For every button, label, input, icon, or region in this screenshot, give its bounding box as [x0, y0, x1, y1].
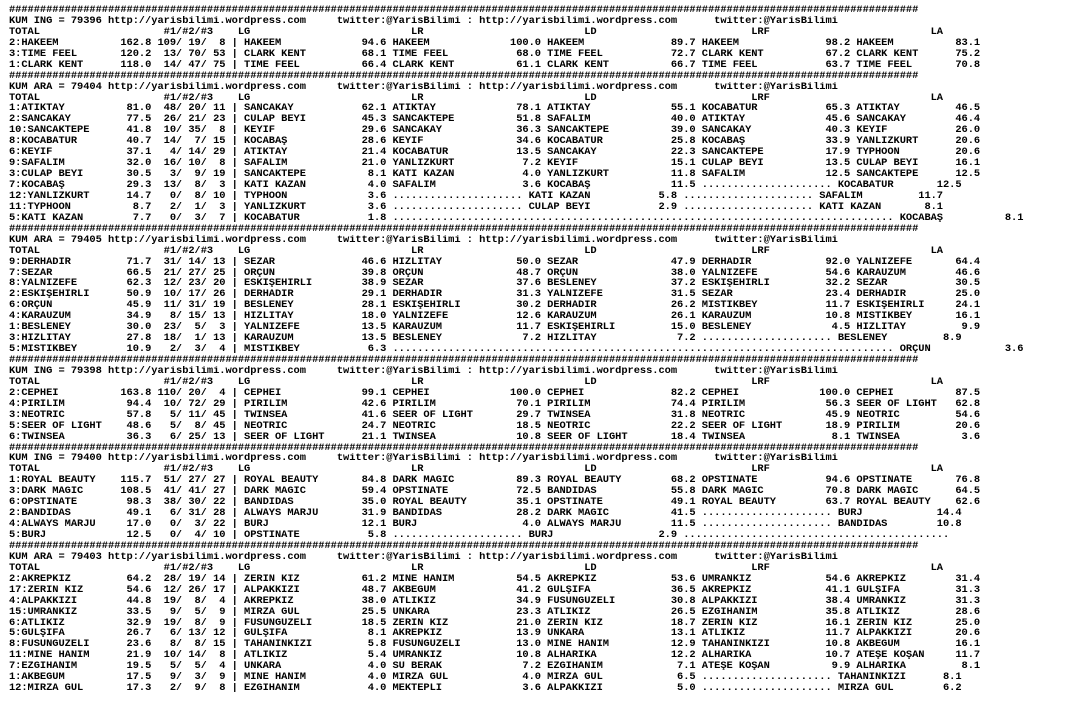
- text-line: ###################################################################################################################################################: [9, 540, 919, 552]
- text-line: 1:ROYAL BEAUTY 115.7 51/ 27/ 27 | ROYAL BEAUTY 84.8 DARK MAGIC 89.3 ROYAL BEAUTY 68.2 OPSTINATE 94.6 OPSTINATE 76.8: [9, 475, 981, 487]
- text-line: ###################################################################################################################################################: [9, 223, 919, 235]
- text-line: 1:AKBEGÜM 17.5 9/ 3/ 9 | MİNE HANIM 4.0 MİRZA GÜL 4.0 MİRZA GÜL 6.5 ..................... TAHANİNKIZI 8.1: [9, 672, 962, 684]
- text-line: ###################################################################################################################################################: [9, 355, 919, 366]
- text-line: 3:NEOTRIC 57.8 5/ 11/ 45 | TWINSEA 41.6 SEER OF LIGHT 29.7 TWINSEA 31.8 NEOTRIC 45.9 NEOTRIC 54.6: [9, 409, 981, 421]
- text-line: KUM ARA = 79404 http://yarisbilimi.wordpress.com twitter:@YarisBilimi : http://yarisbilimi.wordpress.com twitter:@YarisBilimi: [9, 81, 838, 93]
- text-line: ###################################################################################################################################################: [9, 70, 919, 82]
- text-line: 5:SEER OF LIGHT 48.6 5/ 8/ 45 | NEOTRIC 24.7 NEOTRIC 18.5 NEOTRIC 22.2 SEER OF LIGHT 18.9 PIRILIM 20.6: [9, 420, 981, 432]
- text-line: 7:EZGİHANIM 19.5 5/ 5/ 4 | ÜNKARA 4.0 SU BERAK 7.2 EZGİHANIM 7.1 ATEŞE KOŞAN 9.9 ALHARİKA 8.1: [9, 661, 981, 673]
- text-line: TOTAL #1/#2/#3 LG LR LD LRF LA: [9, 464, 943, 476]
- text-line: 12:MİRZA GÜL 17.3 2/ 9/ 8 | EZGİHANIM 4.0 MEKTEPLİ 3.6 ALPAKKIZI 5.0 ..................... MİRZA GÜL 6.2: [9, 683, 962, 695]
- text-line: 2:SANCAKAY 77.5 26/ 21/ 23 | CULAP BEYİ 45.3 SANCAKTEPE 51.8 SAFALIM 40.0 ATIKTAY 45.6 SANCAKAY 46.4: [9, 114, 981, 126]
- text-line: 5:MISTIKBEY 10.9 2/ 3/ 4 | MISTIKBEY 6.3 ................................................................................. ORÇUN 3.6: [9, 344, 1024, 355]
- text-line: 2:BANDIDAS 49.1 6/ 31/ 28 | ALWAYS MARJU 31.9 BANDIDAS 28.2 DARK MAGIC 41.5 ..................... BURJ 14.4: [9, 508, 962, 520]
- text-line: 3:DARK MAGIC 108.5 41/ 41/ 27 | DARK MAGIC 59.4 OPSTINATE 72.5 BANDIDAS 55.8 DARK MAGIC 70.8 DARK MAGIC 64.5: [9, 486, 981, 498]
- text-line: ###################################################################################################################################################: [9, 5, 919, 16]
- text-line: 6:ORÇUN 45.9 11/ 31/ 19 | BESLENEY 28.1 ESKİŞEHİRLİ 30.2 DERHADIR 26.2 MISTIKBEY 11.7 ESKİŞEHİRLİ 24.1: [9, 300, 981, 312]
- text-line: 1:BESLENEY 30.0 23/ 5/ 3 | YALNIZEFE 13.5 KARAÜZÜM 11.7 ESKİŞEHİRLİ 15.0 BESLENEY 4.5 HIZLITAY 9.9: [9, 322, 981, 334]
- text-line: 6:KEYİF 37.1 4/ 14/ 29 | ATIKTAY 21.4 KOCABATUR 13.5 SANCAKAY 22.3 SANCAKTEPE 17.9 TYPHOON 20.6: [9, 147, 981, 159]
- text-line: 17:ZERİN KIZ 54.6 12/ 26/ 17 | ALPAKKIZI 48.7 AKBEGÜM 41.2 GÜLŞİFA 36.5 AKREPKIZ 41.1 GÜLŞİFA 31.3: [9, 584, 981, 596]
- text-line: TOTAL #1/#2/#3 LG LR LD LRF LA: [9, 245, 943, 257]
- text-line: 4:KARAÜZÜM 34.9 8/ 15/ 13 | HIZLITAY 18.0 YALNIZEFE 12.6 KARAÜZÜM 26.1 KARAÜZÜM 10.8 MISTIKBEY 16.1: [9, 311, 981, 323]
- text-line: 1:ATIKTAY 81.0 48/ 20/ 11 | SANCAKAY 62.1 ATIKTAY 78.1 ATIKTAY 55.1 KOCABATUR 65.3 ATIKTAY 46.5: [9, 103, 981, 115]
- text-line: 8:FÜSUNGÜZELİ 23.6 8/ 8/ 15 | TAHANİNKIZI 5.8 FÜSUNGÜZELİ 13.0 MİNE HANIM 12.9 TAHANİNKIZI 10.8 AKBEGÜM 16.1: [9, 639, 981, 651]
- text-line: 7:SEZAR 66.5 21/ 27/ 25 | ORÇUN 39.8 ORÇUN 48.7 ORÇUN 38.0 YALNIZEFE 54.6 KARAÜZÜM 46.6: [9, 267, 981, 279]
- text-line: TOTAL #1/#2/#3 LG LR LD LRF LA: [9, 562, 943, 574]
- text-line: 4:ALWAYS MARJU 17.0 0/ 3/ 22 | BURJ 12.1 BURJ 4.0 ALWAYS MARJU 11.5 ..................... BANDIDAS 10.8: [9, 519, 962, 530]
- text-line: KUM ARA = 79405 http://yarisbilimi.wordpress.com twitter:@YarisBilimi : http://yarisbilimi.wordpress.com twitter:@YarisBilimi: [9, 234, 838, 246]
- text-line: 12:YANLIZKURT 14.7 0/ 8/ 10 | TYPHOON 3.6 ..................... KATI KAZAN 5.8 ..................... SAFALIM 11.7: [9, 190, 943, 202]
- text-line: 15:ÜMRANKIZ 33.5 9/ 5/ 9 | MİRZA GÜL 25.5 ÜNKARA 23.3 ATLIKIZ 26.5 EZGİHANIM 35.8 ATLIKIZ 28.6: [9, 606, 981, 618]
- text-line: 4:PIRILIM 94.4 10/ 72/ 29 | PIRILIM 42.6 PIRILIM 70.1 PIRILIM 74.4 PIRILIM 56.3 SEER OF LIGHT 62.8: [9, 398, 981, 410]
- text-line: 5:KATI KAZAN 7.7 0/ 3/ 7 | KOCABATUR 1.8 ................................................................................. KOCABAŞ 8.1: [9, 212, 1024, 224]
- text-line: 8:YALNIZEFE 62.3 12/ 23/ 20 | ESKİŞEHİRLİ 38.9 SEZAR 37.6 BESLENEY 37.2 ESKİŞEHİRLİ 32.2 SEZAR 30.5: [9, 278, 981, 290]
- text-line: TOTAL #1/#2/#3 LG LR LD LRF LA: [9, 376, 943, 388]
- text-line: 6:OPSTINATE 98.3 38/ 30/ 22 | BANDIDAS 35.0 ROYAL BEAUTY 35.1 OPSTINATE 49.1 ROYAL BEAUTY 63.7 ROYAL BEAUTY 62.6: [9, 497, 981, 509]
- text-line: ###################################################################################################################################################: [9, 442, 919, 454]
- text-line: 2:CEPHEI 163.8 110/ 20/ 4 | CEPHEI 99.1 CEPHEI 100.0 CEPHEI 82.2 CEPHEI 100.0 CEPHEI 87.5: [9, 387, 981, 399]
- text-line: 9:DERHADIR 71.7 31/ 14/ 13 | SEZAR 46.6 HIZLITAY 50.0 SEZAR 47.9 DERHADIR 92.0 YALNIZEFE 64.4: [9, 256, 981, 268]
- text-line: 3:CULAP BEYİ 30.5 3/ 9/ 19 | SANCAKTEPE 8.1 KATI KAZAN 4.0 YANLIZKURT 11.8 SAFALIM 12.5 SANCAKTEPE 12.5: [9, 169, 981, 180]
- text-line: 3:TIME FEEL 120.2 13/ 70/ 53 | CLARK KENT 68.1 TIME FEEL 68.0 TIME FEEL 72.7 CLARK KENT 67.2 CLARK KENT 75.2: [9, 48, 981, 60]
- text-line: 4:ALPAKKIZI 44.8 19/ 8/ 4 | AKREPKIZ 38.0 ATLIKIZ 34.9 FÜSUNGÜZELİ 30.8 ALPAKKIZI 38.4 ÜMRANKIZ 31.3: [9, 595, 981, 607]
- text-line: 6:ATLIKIZ 32.9 19/ 8/ 9 | FÜSUNGÜZELİ 18.5 ZERİN KIZ 21.0 ZERİN KIZ 18.7 ZERİN KIZ 16.1 ZERİN KIZ 25.0: [9, 617, 981, 629]
- race-stats-document: [9, 5, 1075, 694]
- text-line: KUM ING = 79400 http://yarisbilimi.wordpress.com twitter:@YarisBilimi : http://yarisbilimi.wordpress.com twitter:@YarisBilimi: [9, 453, 838, 465]
- text-line: 2:HAKEEM 162.8 109/ 19/ 8 | HAKEEM 94.6 HAKEEM 100.0 HAKEEM 89.7 HAKEEM 98.2 HAKEEM 83.1: [9, 37, 981, 49]
- text-line: KUM ING = 79398 http://yarisbilimi.wordpress.com twitter:@YarisBilimi : http://yarisbilimi.wordpress.com twitter:@YarisBilimi: [9, 365, 838, 377]
- text-line: 9:SAFALIM 32.0 16/ 10/ 8 | SAFALIM 21.0 YANLIZKURT 7.2 KEYİF 15.1 CULAP BEYİ 13.5 CULAP BEYİ 16.1: [9, 158, 981, 170]
- text-line: 7:KOCABAŞ 29.3 13/ 8/ 3 | KATI KAZAN 4.0 SAFALIM 3.6 KOCABAŞ 11.5 ..................... KOCABATUR 12.5: [9, 180, 962, 191]
- text-line: 8:KOCABATUR 40.7 14/ 7/ 15 | KOCABAŞ 28.6 KEYİF 34.6 KOCABATUR 25.8 KOCABAŞ 33.9 YANLIZKURT 20.6: [9, 136, 981, 148]
- text-line: 11:TYPHOON 8.7 2/ 1/ 3 | YANLIZKURT 3.6 ..................... CULAP BEYİ 2.9 ..................... KATI KAZAN 8.1: [9, 201, 943, 213]
- text-line: 3:HIZLITAY 27.8 18/ 1/ 13 | KARAÜZÜM 13.5 BESLENEY 7.2 HIZLITAY 7.2 ..................... BESLENEY 8.9: [9, 333, 962, 345]
- text-line: TOTAL #1/#2/#3 LG LR LD LRF LA: [9, 92, 943, 104]
- text-line: 2:AKREPKIZ 64.2 28/ 19/ 14 | ZERİN KIZ 61.2 MİNE HANIM 54.5 AKREPKIZ 53.6 ÜMRANKIZ 54.6 AKREPKIZ 31.4: [9, 573, 981, 585]
- text-line: 6:TWINSEA 36.3 6/ 25/ 13 | SEER OF LIGHT 21.1 TWINSEA 10.8 SEER OF LIGHT 18.4 TWINSEA 8.1 TWINSEA 3.6: [9, 431, 981, 443]
- text-line: 1:CLARK KENT 118.0 14/ 47/ 75 | TIME FEEL 66.4 CLARK KENT 61.1 CLARK KENT 66.7 TIME FEEL 63.7 TIME FEEL 70.8: [9, 59, 981, 71]
- text-line: 2:ESKİŞEHİRLİ 50.9 10/ 17/ 26 | DERHADIR 29.1 DERHADIR 31.3 YALNIZEFE 31.5 SEZAR 23.4 DERHADIR 25.0: [9, 289, 981, 301]
- text-line: 5:GÜLŞİFA 26.7 6/ 13/ 12 | GÜLŞİFA 8.1 AKREPKIZ 13.9 ÜNKARA 13.1 ATLIKIZ 11.7 ALPAKKIZI 20.6: [9, 628, 981, 640]
- text-line: 10:SANCAKTEPE 41.8 10/ 35/ 8 | KEYİF 29.6 SANCAKAY 36.3 SANCAKTEPE 39.0 SANCAKAY 40.3 KEYİF 26.0: [9, 125, 981, 137]
- text-line: KUM ARA = 79403 http://yarisbilimi.wordpress.com twitter:@YarisBilimi : http://yarisbilimi.wordpress.com twitter:@YarisBilimi: [9, 551, 838, 563]
- text-line: KUM ING = 79396 http://yarisbilimi.wordpress.com twitter:@YarisBilimi : http://yarisbilimi.wordpress.com twitter:@YarisBilimi: [9, 15, 838, 27]
- text-line: 5:BURJ 12.5 0/ 4/ 10 | OPSTINATE 5.8 ..................... BURJ 2.9 ...........................................: [9, 530, 950, 541]
- text-line: TOTAL #1/#2/#3 LG LR LD LRF LA: [9, 26, 943, 38]
- text-line: 11:MİNE HANIM 21.9 10/ 14/ 8 | ATLIKIZ 5.4 ÜMRANKIZ 10.8 ALHARİKA 12.2 ALHARİKA 10.7 ATEŞE KOŞAN 11.7: [9, 650, 981, 662]
